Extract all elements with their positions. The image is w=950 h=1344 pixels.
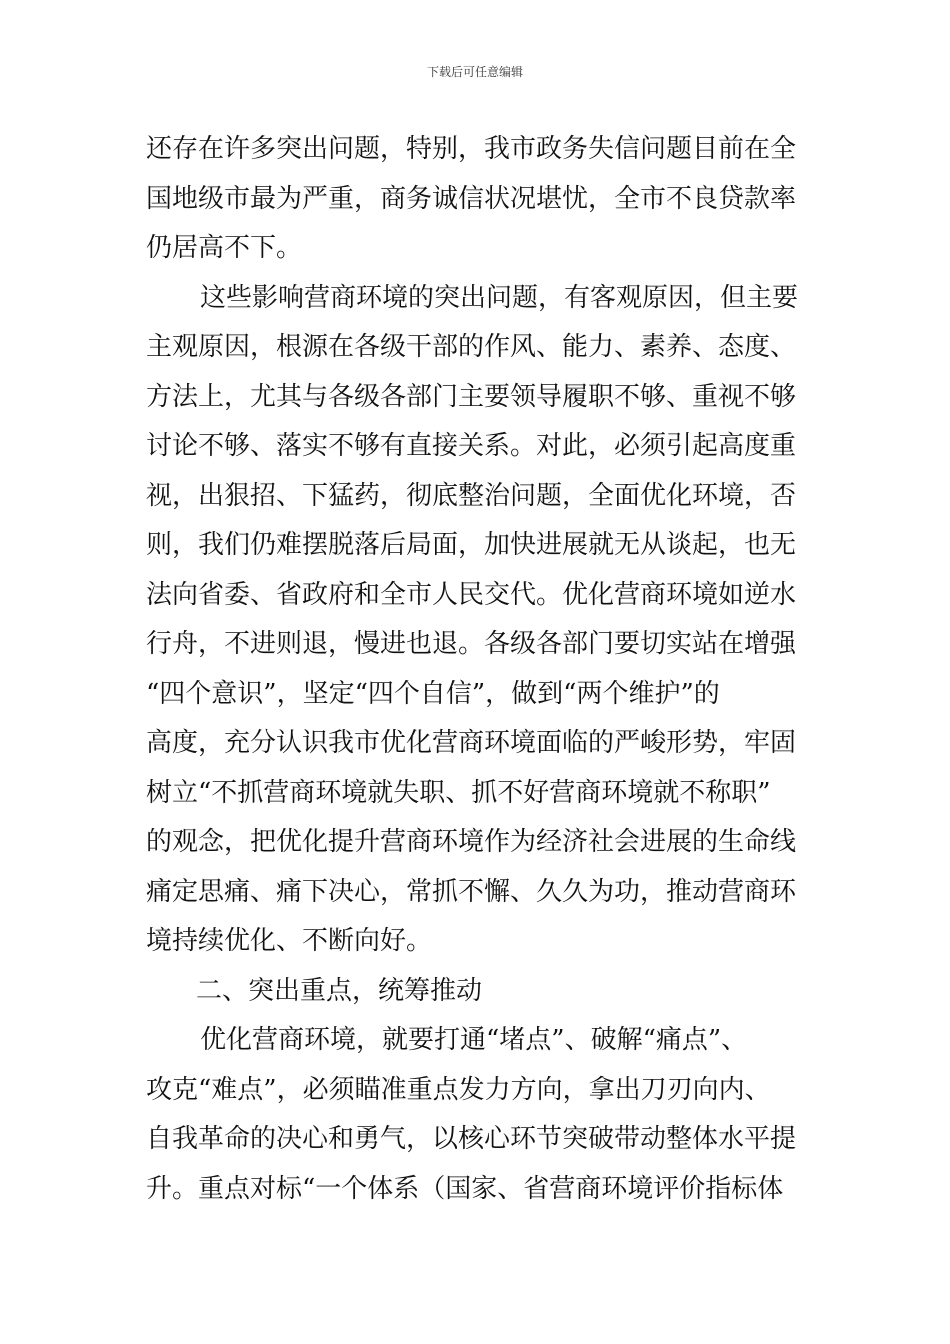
text-line: 则，我们仍难摆脱落后局面，加快进展就无从谈起，也无 [146, 530, 797, 560]
text-line: “四个意识”，坚定“四个自信”，做到“两个维护”的 [146, 678, 720, 709]
text-line: 视，出狠招、下猛药，彻底整治问题，全面优化环境，否 [146, 480, 797, 511]
text-line: 树立“不抓营商环境就失职、抓不好营商环境就不称职” [146, 777, 771, 808]
page-header-note: 下载后可任意编辑 [426, 65, 523, 79]
paragraph-first-line: 优化营商环境，就要打通“堵点”、破解“痛点”、 [200, 1025, 748, 1055]
paragraph-first-line: 这些影响营商环境的突出问题，有客观原因，但主要 [200, 282, 799, 313]
text-line: 境持续优化、不断向好。 [146, 926, 433, 956]
text-line: 主观原因，根源在各级干部的作风、能力、素养、态度、 [146, 332, 797, 362]
text-line: 法向省委、省政府和全市人民交代。优化营商环境如逆水 [146, 579, 797, 610]
section-heading: 二、突出重点，统筹推动 [196, 975, 483, 1006]
text-line: 行舟，不进则退，慢进也退。各级各部门要切实站在增强 [146, 629, 797, 659]
text-line: 讨论不够、落实不够有直接关系。对此，必须引起高度重 [146, 431, 797, 461]
text-line: 仍居高不下。 [146, 233, 303, 263]
text-line: 攻克“难点”，必须瞄准重点发力方向，拿出刀刃向内、 [146, 1074, 771, 1105]
text-line: 还存在许多突出问题，特别，我市政务失信问题目前在全 [146, 134, 797, 164]
text-line: 自我革命的决心和勇气，以核心环节突破带动整体水平提 [146, 1124, 797, 1154]
text-line: 国地级市最为严重，商务诚信状况堪忧，全市不良贷款率 [146, 183, 797, 214]
document-body [146, 125, 806, 1214]
text-line: 高度，充分认识我市优化营商环境面临的严峻形势，牢固 [146, 728, 797, 758]
text-line: 痛定思痛、痛下决心，常抓不懈、久久为功，推动营商环 [146, 876, 797, 907]
text-line: 升。重点对标“一个体系（国家、省营商环境评价指标体 [146, 1173, 784, 1204]
text-line: 的观念，把优化提升营商环境作为经济社会进展的生命线 [146, 827, 797, 857]
text-line: 方法上，尤其与各级各部门主要领导履职不够、重视不够 [146, 381, 797, 412]
